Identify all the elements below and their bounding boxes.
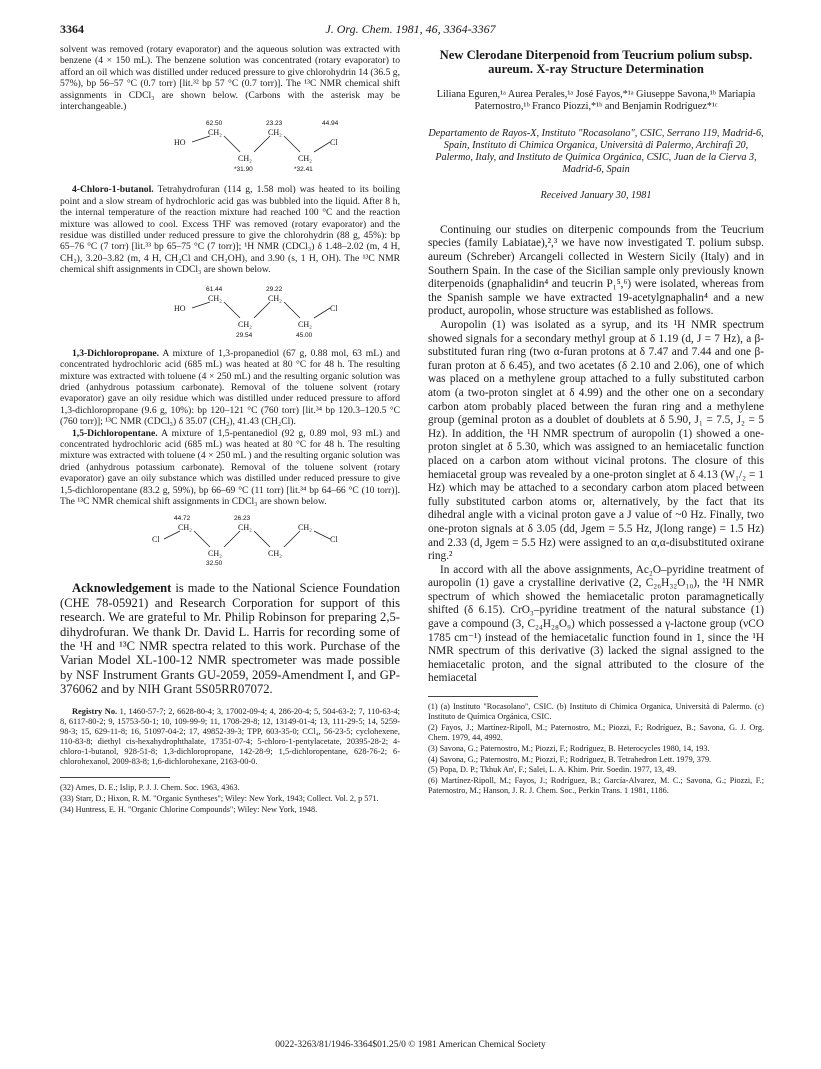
shift-label: 61.44	[206, 285, 223, 293]
footnote: (4) Savona, G.; Paternostro, M.; Piozzi, F.; Rodríguez, B. Tetrahedron Lett. 1979, 379.	[428, 754, 712, 764]
group-label: Cl	[330, 303, 338, 313]
group-label: Cl	[330, 138, 338, 148]
group-label: CH₂	[178, 523, 192, 533]
right-column	[428, 44, 764, 797]
footnote: (2) Fayos, J.; Martínez-Ripoll, M.; Paternostro, M.; Piozzi, F.; Rodríguez, B.; Savona, G. J. Org. Chem. 1979, 44, 4992.	[428, 722, 764, 742]
group-label: HO	[174, 138, 186, 148]
body-paragraph: Auropolin (1) was isolated as a syrup, and its ¹H NMR spectrum showed signals for a secondary methyl group at δ 1.19 (d, J = 7 Hz), a β-substituted furan ring (two α-furan protons at δ 7.47 and 7.44 and one β-furan proton at δ 6.45), and two acetates (δ 2.10 and 2.06), one of which was placed on a methylene group attached to a fully substituted carbon atom (a two-proton singlet at δ 4.99) and the other one on a secondary carbon atom probably placed between the furan ring and a methylene group (geminal proton as a doublet of doublets at δ 5.90, J₁ = 7.5, J₂ = 5 Hz). In addition, the ¹H NMR spectrum of auropolin (1) showed a one-proton singlet at δ 5.30, which was assigned to an hemiacetalic function placed on a carbon atom without vicinal protons. The closure of this hemiacetal group was revealed by a one-proton singlet at δ 4.13 (W₁/₂ = 1 Hz) which may be attached to a secondary carbon atom placed between fully substituted carbon atoms or, alternatively, by the fact that its dihedral angle with a vicinal proton gave a J value of ~0 Hz. Finally, two one-proton signals at δ 3.05 (dd, Jgem = 5.5 Hz, J(long range) = 1.5 Hz) and 2.33 (d, Jgem = 5.5 Hz) were assigned to an α,α-disubstituted oxirane ring.²	[428, 319, 764, 563]
body-paragraph: Continuing our studies on diterpenic compounds from the Teucrium species (family Labiatae),²,³ we have now investigated T. polium subsp. aureum (Schreber) Arcangeli collected in Western Sicily (Italy) and in Southern Spain. In the case of the Sicilian sample only previously known diterpenoids (gnaphalidin⁴ and teucrin P₁⁵,⁶) were isolated, whereas from the Spanish sample we have extracted 19-acetylgnaphalin⁴ and a new product, auropolin, whose structure was established as follows.	[428, 223, 764, 318]
group-label: CH₂	[238, 319, 252, 329]
footnote: (32) Ames, D. E.; Islip, P. J. J. Chem. Soc. 1963, 4363.	[60, 783, 240, 793]
footnote: (6) Martínez-Ripoll, M.; Fayos, J.; Rodríguez, B.; García-Alvarez, M. C.; Savona, G.; Piozzi, F.; Paternostro, M.; Hanson, J. R. J. Chem. Soc., Perkin Trans. 1 1981, 1186.	[428, 776, 764, 796]
group-label: CH₂	[208, 549, 222, 559]
intro-paragraph: solvent was removed (rotary evaporator) and the aqueous solution was extracted with benzene (4 × 150 mL). The benzene solution was concentrated (rotary evaporator) to afford an oil which was distilled under reduced pressure to give chlorohydrin 14 (36.5 g, 57%), bp 56–57 °C (0.7 torr) [lit.³² bp 57 °C (0.7 torr)]. The ¹³C NMR chemical shift assignments in CDCl₃ are shown below. (Carbons with the asterisk may be interchangeable.)	[60, 44, 400, 113]
paragraph-1-3-dichloropropane	[60, 348, 400, 428]
group-label: CH₂	[298, 154, 312, 164]
journal-name: J. Org. Chem.	[325, 22, 393, 36]
structure-chlorohydrin-svg	[60, 116, 400, 180]
paragraph-4-chloro-1-butanol	[60, 184, 400, 275]
registry-numbers	[60, 707, 400, 768]
paragraph-text: A mixture of 1,3-propanediol (67 g, 0.88 mol, 63 mL) and concentrated hydrochloric acid (685 mL) was heated at 80 °C for 48 h. The resulting mixture was extracted with toluene (4 × 250 mL) and the resulting organic solution was dried (anhydrous potassium carbonate). Removal of the toluene solvent (rotary evaporator) gave an oily residue which was distilled under reduced pressure to afford 1,3-dichloropropane (9.6 g, 10%): bp 120–121 °C (760 torr) [lit.³⁴ bp 120.3–120.5 °C (760 torr)]; ¹³C NMR (CDCl₃) δ 35.07 (CH₂), 41.43 (CH₂Cl).	[60, 347, 400, 428]
structure-1-5-dichloropentane-svg	[60, 511, 400, 567]
article-title: New Clerodane Diterpenoid from Teucrium polium subsp. aureum. X-ray Structure Determination	[439, 48, 753, 77]
shift-label: 62.50	[206, 120, 223, 128]
shift-label: *31.90	[234, 166, 253, 174]
shift-label: *32.41	[294, 166, 313, 174]
acknowledgement	[60, 581, 400, 696]
footnote: (5) Popa, D. P.; Tkhuk An', F.; Salei, L. A. Khim. Prir. Soedin. 1977, 13, 49.	[428, 765, 677, 775]
group-label: HO	[174, 303, 186, 313]
left-footnotes	[60, 783, 400, 815]
left-column	[60, 44, 400, 816]
group-label: CH₂	[208, 293, 222, 303]
footnote: (1) (a) Instituto "Rocasolano", CSIC. (b) Instituto di Chimica Organica, Università di Palermo. (c) Instituto de Química Orgánica, CSIC.	[428, 702, 764, 721]
acknowledgement-text: is made to the National Science Foundation (CHE 78-05921) and Research Corporation for support of this research. We are grateful to Mr. Philip Robinson for preparing 2,5-dihydrofuran. We thank Dr. David L. Harris for recording some of the ¹H and ¹³C NMR spectra related to this work. Purchase of the Varian Model XL-100-12 NMR spectrometer was made possible by NSF Instrument Grants GU-2059, 2059-Amendment I, and GP-376062 and by NIH Grant 5S05RR07072.	[60, 581, 400, 697]
group-label: Cl	[152, 535, 160, 545]
group-label: CH₂	[268, 293, 282, 303]
shift-label: 44.72	[174, 515, 191, 523]
paragraph-text: Tetrahydrofuran (114 g, 1.58 mol) was heated to its boiling point and a slow stream of hydrochloric acid gas was bubbled into the liquid. After 8 h, the internal temperature of the reaction mixture had reached 100 °C and the reaction mixture was allowed to cool. Excess THF was removed (rotary evaporator) and the residue was distilled under reduced pressure to give the chlorohydrin (88 g, 45%): bp 65–76 °C (7 torr) [lit.³³ bp 65–75 °C (7 torr)]; ¹H NMR (CDCl₃) δ 1.48–2.02 (m, 4 H, CH₂), 3.20–3.82 (m, 4 H, CH₂Cl and CH₂OH), and 3.90 (s, 1 H, OH). The ¹³C NMR chemical shift assignments in CDCl₃ are shown below.	[60, 184, 400, 276]
footnote-divider	[428, 696, 538, 697]
shift-label: 26.23	[234, 515, 251, 523]
footnote: (34) Huntress, E. H. "Organic Chlorine Compounds"; Wiley: New York, 1948.	[60, 805, 318, 814]
group-label: CH₂	[238, 154, 252, 164]
footnote-divider	[60, 777, 170, 778]
footnote: (3) Savona, G.; Paternostro, M.; Piozzi, F.; Rodríguez, B. Heterocycles 1980, 14, 193.	[428, 743, 710, 753]
registry-text: 1, 1460-57-7; 2, 6628-80-4; 3, 17002-09-4; 4, 286-20-4; 5, 504-63-2; 7, 110-63-4; 8, 6117-80-2; 9, 15753-50-1; 10, 109-99-9; 11, 1708-29-8; 12, 13149-01-4; 13, 111-29-5; 14, 5259-98-3; 15, 629-11-8; 16, 51097-04-2; 17, 49852-39-3; TPP, 603-35-0; CCl₄, 56-23-5; cyclohexene, 110-83-8; diethyl cis-hexahydrophthalate, 17351-07-4; 5-chloro-1-pentylacetate, 20395-28-2; 4-chloro-1-butanol, 928-51-8; 1,3-dichloropropane, 142-28-9; 1,5-dichloropentane, 628-76-2; 6-chlorohexanol, 2009-83-8; 1,6-dichlorohexane, 2163-00-0.	[60, 706, 401, 767]
footnote: (33) Starr, D.; Hixon, R. M. "Organic Syntheses"; Wiley: New York, 1943; Collect. Vol. 2, p 571.	[60, 794, 379, 804]
paragraph-text: A mixture of 1,5-pentanediol (92 g, 0.89 mol, 93 mL) and concentrated hydrochloric acid (685 mL) was heated at 80 °C for 48 h. The resulting mixture was extracted with toluene (4 × 250 mL ) and the resulting organic solution was dried (anhydrous potassium carbonate). Removal of the toluene solvent (rotary evaporator) gave an oily substance which was distilled under reduced pressure to give 1,5-dichloropentane (83.2 g, 59%), bp 66–69 °C (11 torr) [lit.³⁴ bp 64–66 °C (10 torr)]. The ¹³C NMR chemical shift assignments in CDCl₃ are shown below.	[60, 427, 400, 507]
compound-heading: 1,3-Dichloropropane.	[72, 347, 160, 359]
structure-chlorohydrin	[60, 116, 400, 180]
shift-label: 44.94	[322, 120, 339, 128]
shift-label: 45.00	[296, 331, 313, 339]
journal-citation	[60, 22, 761, 37]
structure-4-chloro-1-butanol-svg	[60, 280, 400, 344]
group-label: CH₂	[268, 128, 282, 138]
page-number: 3364	[60, 22, 84, 36]
group-label: Cl	[330, 535, 338, 545]
body-paragraph: In accord with all the above assignments, Ac₂O–pyridine treatment of auropolin (1) gave a crystalline derivative (2, C₂₆H₃₂O₁₀), the ¹H NMR spectrum of which showed the hemiacetalic proton paramagnetically shifted (δ 6.15). CrO₃–pyridine treatment of the natural substance (1) gave a compound (3, C₂₄H₂₈O₉) which possessed a γ-lactone group (νCO 1785 cm⁻¹) instead of the hemiacetalic function found in 1, since the ¹H NMR spectrum of this derivative (3) lacked the signal assigned to the hemiacetalic proton, and the signal attributed to the closure of the hemiacetal	[428, 563, 764, 685]
article-authors: Liliana Eguren,¹ᵃ Aurea Perales,¹ᵃ José Fayos,*¹ᵃ Giuseppe Savona,¹ᵇ Mariapia Paternostro,¹ᵇ Franco Piozzi,*¹ᵇ and Benjamin Rodríguez*¹ᶜ	[436, 88, 756, 113]
acknowledgement-heading: Acknowledgement	[72, 581, 172, 596]
shift-label: 29.22	[266, 285, 283, 293]
article-body	[428, 224, 764, 686]
group-label: CH₂	[298, 319, 312, 329]
shift-label: 32.50	[206, 560, 223, 568]
group-label: CH₂	[298, 523, 312, 533]
registry-heading: Registry No.	[72, 706, 118, 716]
compound-heading: 1,5-Dichloropentane.	[72, 427, 158, 439]
running-header	[60, 22, 761, 38]
shift-label: 29.54	[236, 331, 253, 339]
received-date: Received January 30, 1981	[540, 190, 652, 202]
shift-label: 23.23	[266, 120, 283, 128]
structure-1-5-dichloropentane	[60, 511, 400, 567]
compound-heading: 4-Chloro-1-butanol.	[72, 184, 154, 196]
structure-4-chloro-1-butanol	[60, 280, 400, 344]
group-label: CH₂	[208, 128, 222, 138]
group-label: CH₂	[238, 523, 252, 533]
group-label: CH₂	[268, 549, 282, 559]
journal-volume: 1981, 46, 3364-3367	[392, 22, 496, 36]
paragraph-1-5-dichloropentane	[60, 428, 400, 508]
article-affiliation: Departamento de Rayos-X, Instituto "Rocasolano", CSIC, Serrano 119, Madrid-6, Spain, Instituto di Chimica Organica, Università di Palermo, Archirafi 20, Palermo, Italy, and Instituto de Química Orgánica, CSIC, Juan de la Cierva 3, Madrid-6, Spain	[428, 127, 764, 176]
page-footer: 0022-3263/81/1946-3364$01.25/0 © 1981 American Chemical Society	[275, 1040, 546, 1050]
right-footnotes	[428, 702, 764, 796]
